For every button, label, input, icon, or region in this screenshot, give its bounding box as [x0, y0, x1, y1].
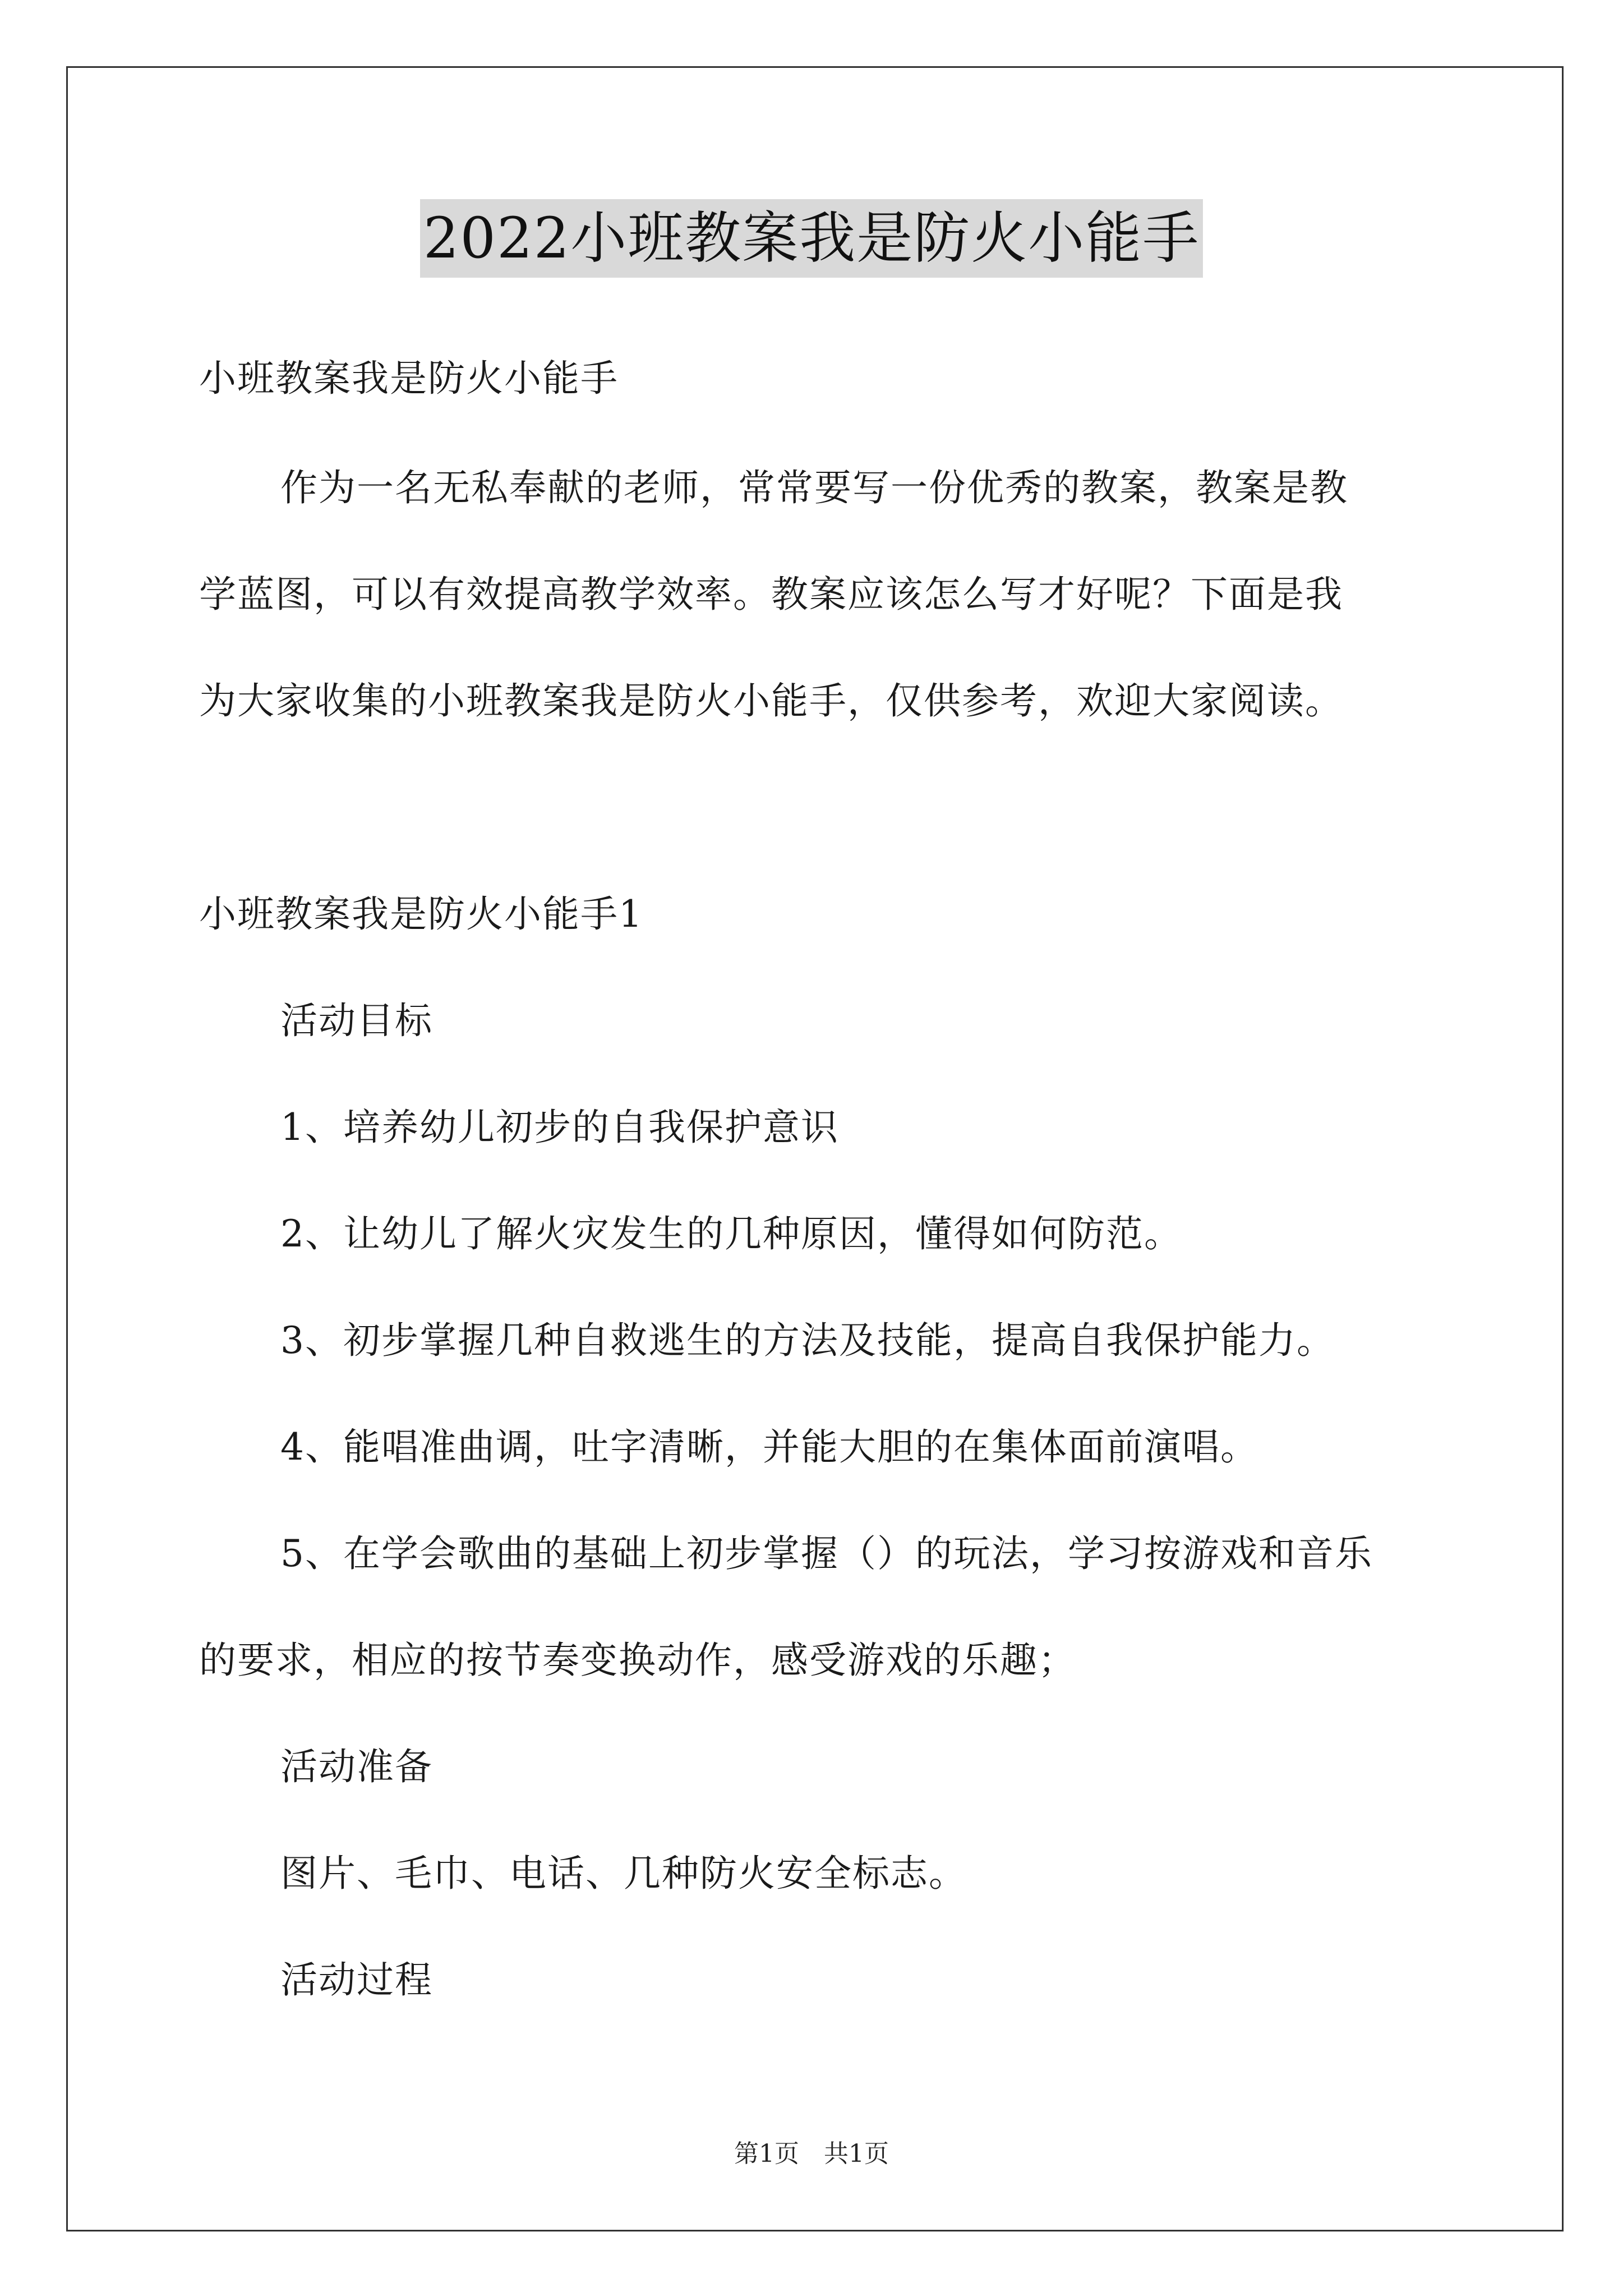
intro-line-3: 为大家收集的小班教案我是防火小能手，仅供参考，欢迎大家阅读。	[199, 679, 1343, 723]
intro-line-2: 学蓝图，可以有效提高教学效率。教案应该怎么写才好呢？下面是我	[199, 573, 1343, 616]
intro-line-1: 作为一名无私奉献的老师，常常要写一份优秀的教案，教案是教	[280, 466, 1348, 509]
prep-heading: 活动准备	[280, 1745, 433, 1788]
page-footer: 第1页 共1页	[734, 2139, 889, 2168]
goals-heading: 活动目标	[280, 999, 433, 1042]
goal-item-1: 1、培养幼儿初步的自我保护意识	[280, 1106, 839, 1149]
subtitle: 小班教案我是防火小能手	[199, 357, 619, 400]
goal-item-5-cont: 的要求，相应的按节奏变换动作，感受游戏的乐趣；	[199, 1639, 1076, 1682]
section-title: 小班教案我是防火小能手1	[199, 892, 643, 936]
process-heading: 活动过程	[280, 1958, 433, 2001]
goal-item-3: 3、初步掌握几种自救逃生的方法及技能，提高自我保护能力。	[280, 1319, 1335, 1362]
goal-item-5: 5、在学会歌曲的基础上初步掌握（）的玩法，学习按游戏和音乐	[280, 1532, 1373, 1575]
title-container	[0, 199, 1623, 278]
goal-item-2: 2、让幼儿了解火灾发生的几种原因，懂得如何防范。	[280, 1212, 1182, 1255]
page-title: 2022小班教案我是防火小能手	[420, 199, 1204, 278]
prep-text: 图片、毛巾、电话、几种防火安全标志。	[280, 1852, 967, 1895]
goal-item-4: 4、能唱准曲调，吐字清晰，并能大胆的在集体面前演唱。	[280, 1425, 1258, 1469]
